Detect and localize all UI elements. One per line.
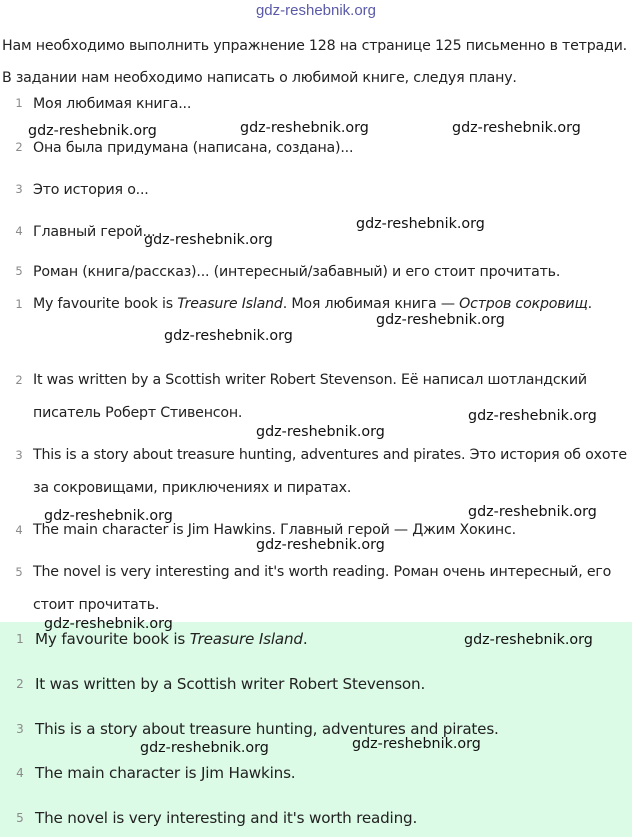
answer-item-number: 1 [15,297,23,311]
watermark: gdz-reshebnik.org [164,328,293,344]
book-title-ru: Остров сокровищ [459,296,588,312]
watermark: gdz-reshebnik.org [140,740,269,756]
final-answer-text: The novel is very interesting and it's worth reading. [35,809,418,827]
plan-item-text: Это история о... [33,182,149,198]
answer-item-number: 2 [15,373,23,387]
book-title-en: Treasure Island [177,296,283,312]
watermark: gdz-reshebnik.org [468,408,597,424]
plan-item-number: 5 [15,264,23,278]
watermark: gdz-reshebnik.org [44,508,173,524]
plan-item-text: Главный герой... [33,224,156,240]
final-answer-text: This is a story about treasure hunting, adventures and pirates. [35,720,499,738]
final-answer-text: My favourite book is Treasure Island. [35,630,308,648]
watermark: gdz-reshebnik.org [376,312,505,328]
intro-paragraph: Нам необходимо выполнить упражнение 128 на странице 125 письменно в тетради. В задании нам необходимо написать о любимой книге, следуя плану. [2,38,627,86]
answer-item-text: My favourite book is Treasure Island. Моя любимая книга — Остров сокровищ. [33,296,592,312]
plan-item-text: Моя любимая книга... [33,96,192,112]
watermark: gdz-reshebnik.org [44,616,173,632]
plan-item-number: 3 [15,182,23,196]
plan-item-number: 4 [15,224,23,238]
watermark: gdz-reshebnik.org [144,232,273,248]
watermark: gdz-reshebnik.org [256,424,385,440]
answer-item-text: The novel is very interesting and it's worth reading. Роман очень интересный, его стоит прочитать. [33,564,612,613]
final-answer-number: 2 [16,677,24,691]
final-answer-text: It was written by a Scottish writer Robert Stevenson. [35,675,426,693]
site-watermark-top[interactable]: gdz-reshebnik.org [255,2,377,19]
watermark: gdz-reshebnik.org [240,120,369,136]
watermark: gdz-reshebnik.org [28,123,157,139]
final-answer-number: 1 [16,632,24,646]
final-answer-number: 5 [16,811,24,825]
watermark: gdz-reshebnik.org [452,120,581,136]
plan-item-number: 1 [15,96,23,110]
answer-item-number: 4 [15,523,23,537]
plan-item-number: 2 [15,140,23,154]
answer-item-number: 3 [15,448,23,462]
book-title: Treasure Island [189,630,303,648]
plan-item-text: Она была придумана (написана, создана)... [33,140,354,156]
watermark: gdz-reshebnik.org [352,736,481,752]
answer-item-text: The main character is Jim Hawkins. Главный герой — Джим Хокинс. [33,522,516,538]
final-answer-number: 3 [16,722,24,736]
answer-item-text: This is a story about treasure hunting, adventures and pirates. Это история об охоте за сокровищами, приключениях и пиратах. [33,447,627,496]
watermark: gdz-reshebnik.org [356,216,485,232]
watermark: gdz-reshebnik.org [468,504,597,520]
final-answer-number: 4 [16,766,24,780]
watermark: gdz-reshebnik.org [464,632,593,648]
answer-item-number: 5 [15,565,23,579]
plan-item-text: Роман (книга/рассказ)... (интересный/забавный) и его стоит прочитать. [33,264,561,280]
watermark: gdz-reshebnik.org [256,537,385,553]
final-answer-text: The main character is Jim Hawkins. [35,764,296,782]
answer-item-text: It was written by a Scottish writer Robert Stevenson. Её написал шотландский писатель Роберт Стивенсон. [33,372,587,421]
